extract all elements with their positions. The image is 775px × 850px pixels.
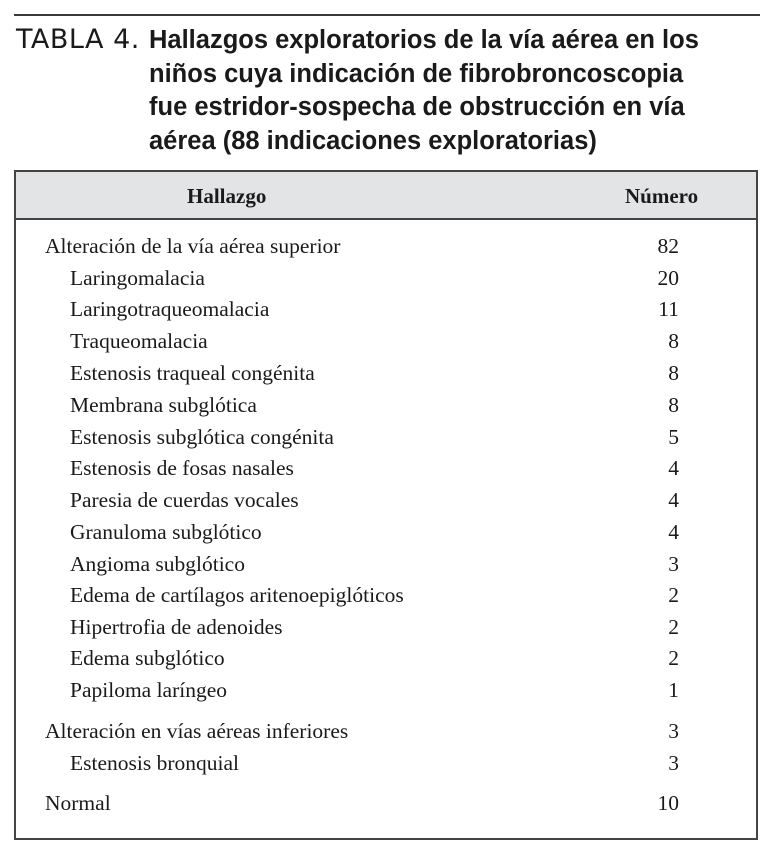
row-value: 4 [668,488,679,512]
title-line: Hallazgos exploratorios de la vía aérea en los [149,26,699,54]
table-row [16,266,756,297]
table-row [16,552,756,583]
row-label: Traqueomalacia [70,329,208,353]
table-number: TABLA 4. [16,24,140,55]
header-finding: Hallazgo [187,184,267,208]
row-value: 4 [668,456,679,480]
row-label: Laringotraqueomalacia [70,297,270,321]
table-row [16,488,756,519]
top-rule [14,14,760,16]
row-label: Alteración de la vía aérea superior [45,234,341,258]
row-value: 2 [668,646,679,670]
title-line: niños cuya indicación de fibrobroncoscopia [149,59,684,88]
row-label: Membrana subglótica [70,393,257,417]
row-label: Paresia de cuerdas vocales [70,488,299,512]
table-row [16,456,756,487]
row-value: 3 [668,719,679,743]
table-title [149,24,749,158]
table-row [16,393,756,424]
row-label: Alteración en vías aéreas inferiores [45,719,349,743]
row-label: Estenosis subglótica congénita [70,425,334,449]
row-value: 20 [657,266,679,290]
table-row [16,583,756,614]
row-value: 82 [657,234,679,258]
row-label: Angioma subglótico [70,552,245,576]
row-value: 10 [657,791,679,815]
table-row [16,791,756,822]
row-label: Normal [45,791,111,815]
title-line: aérea (88 indicaciones exploratorias) [149,126,597,155]
table-row [16,520,756,551]
row-value: 8 [668,329,679,353]
row-value: 8 [668,393,679,417]
header-number: Número [625,184,699,208]
row-label: Edema subglótico [70,646,225,670]
table-row [16,425,756,456]
row-label: Estenosis bronquial [70,751,239,775]
row-value: 2 [668,583,679,607]
title-line: fue estridor-sospecha de obstrucción en vía [149,93,685,121]
table-row [16,751,756,782]
row-value: 8 [668,361,679,385]
table-row [16,646,756,677]
row-label: Estenosis traqueal congénita [70,361,315,385]
row-value: 3 [668,751,679,775]
table-row [16,297,756,328]
row-value: 4 [668,520,679,544]
table-row [16,234,756,265]
row-label: Granuloma subglótico [70,520,262,544]
row-value: 5 [668,425,679,449]
row-value: 1 [668,678,679,702]
row-value: 11 [658,297,679,321]
table-row [16,329,756,360]
row-value: 2 [668,615,679,639]
row-label: Estenosis de fosas nasales [70,456,294,480]
table-row [16,615,756,646]
table-row [16,719,756,750]
row-label: Laringomalacia [70,266,205,290]
row-label: Edema de cartílagos aritenoepiglóticos [70,583,404,607]
row-label: Hipertrofia de adenoides [70,615,283,639]
row-label: Papiloma laríngeo [70,678,228,702]
row-value: 3 [668,552,679,576]
table-header [16,172,756,220]
findings-table [14,170,758,840]
table-row [16,678,756,709]
table-row [16,361,756,392]
